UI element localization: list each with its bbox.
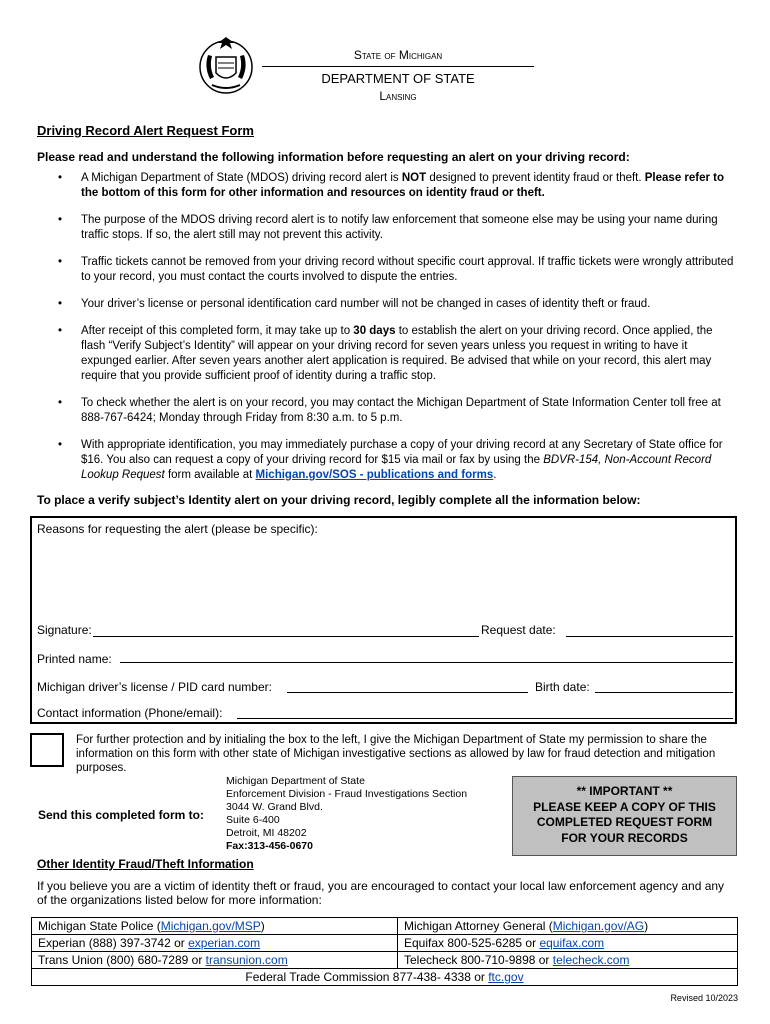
- department-name: DEPARTMENT OF STATE: [321, 71, 475, 86]
- resource-msp: Michigan State Police (Michigan.gov/MSP): [32, 918, 398, 935]
- info-bullet-list: [37, 171, 737, 495]
- michigan-seal-logo: [196, 33, 256, 95]
- initial-checkbox[interactable]: [30, 733, 64, 767]
- form-title: Driving Record Alert Request Form: [37, 123, 254, 138]
- list-item: • Traffic tickets cannot be removed from your driving record without specific court approval. If traffic tickets were wrongly attributed to your record, you must contact the courts involved to dispute the entries.: [37, 255, 737, 285]
- intro-text: Please read and understand the following information before requesting an alert on your driving record:: [37, 150, 630, 164]
- table-row: [32, 935, 738, 952]
- printed-name-label: Printed name:: [37, 652, 112, 666]
- signature-label: Signature:: [37, 623, 92, 637]
- msp-link[interactable]: Michigan.gov/MSP: [160, 919, 261, 933]
- ftc-link[interactable]: ftc.gov: [488, 970, 524, 984]
- resource-transunion: Trans Union (800) 680-7289 or transunion.com: [32, 952, 398, 969]
- mailing-address: Michigan Department of State Enforcement Division - Fraud Investigations Section 3044 W. Grand Blvd. Suite 6-400 Detroit, MI 48202 Fax:313-456-0670: [226, 775, 468, 852]
- instruction-text: To place a verify subject’s Identity alert on your driving record, legibly complete all the information below:: [37, 493, 641, 507]
- contact-field[interactable]: [237, 718, 733, 719]
- list-item: • A Michigan Department of State (MDOS) driving record alert is NOT designed to prevent identity fraud or theft. Please refer to the bottom of this form for other information and resources on identity fraud or theft.: [37, 171, 737, 201]
- list-item: • The purpose of the MDOS driving record alert is to notify law enforcement that someone else may be using your name during traffic stops. If so, the alert still may not prevent this activity.: [37, 213, 737, 243]
- resource-telecheck: Telecheck 800-710-9898 or telecheck.com: [398, 952, 738, 969]
- send-to-label: Send this completed form to:: [38, 808, 205, 822]
- table-row: [32, 952, 738, 969]
- reasons-label: Reasons for requesting the alert (please be specific):: [37, 522, 318, 536]
- printed-name-field[interactable]: [120, 662, 733, 663]
- list-item: • Your driver’s license or personal identification card number will not be changed in cases of identity theft or fraud.: [37, 297, 737, 312]
- ag-link[interactable]: Michigan.gov/AG: [552, 919, 645, 933]
- table-row: [32, 918, 738, 935]
- resource-ftc: Federal Trade Commission 877-438- 4338 or ftc.gov: [32, 969, 738, 986]
- list-item: • To check whether the alert is on your record, you may contact the Michigan Department of State Information Center toll free at 888-767-6424; Monday through Friday from 8:30 a.m. to 5 p.m.: [37, 396, 737, 426]
- other-info-text: If you believe you are a victim of identity theft or fraud, you are encouraged to contact your local law enforcement agency and any of the organizations listed below for more information:: [37, 879, 725, 907]
- list-item: • After receipt of this completed form, it may take up to 30 days to establish the alert on your driving record. Once applied, the flash “Verify Subject’s Identity” will appear on your driving record for seven years unless you request in writing to have it expunged earlier. After seven years another alert application is required. Be advised that while on your record, this alert may require that you provide sufficient proof of identity during a traffic stop.: [37, 324, 737, 384]
- publications-link[interactable]: Michigan.gov/SOS - publications and forms: [255, 469, 494, 481]
- resource-ag: Michigan Attorney General (Michigan.gov/AG): [398, 918, 738, 935]
- header-divider: [262, 66, 534, 67]
- city-name: Lansing: [379, 89, 417, 103]
- resource-experian: Experian (888) 397-3742 or experian.com: [32, 935, 398, 952]
- revision-date: Revised 10/2023: [670, 993, 738, 1003]
- resources-table: [31, 917, 738, 986]
- experian-link[interactable]: experian.com: [188, 936, 261, 950]
- signature-field[interactable]: [93, 636, 479, 637]
- list-item: • With appropriate identification, you may immediately purchase a copy of your driving record at any Secretary of State office for $16. You also can request a copy of your driving record for $15 via mail or fax by using the BDVR-154, Non-Account Record Lookup Request form available at Michigan.gov/SOS - publications and forms.: [37, 438, 737, 483]
- reasons-field[interactable]: [36, 537, 732, 617]
- request-date-label: Request date:: [481, 623, 556, 637]
- contact-label: Contact information (Phone/email):: [37, 706, 223, 720]
- telecheck-link[interactable]: telecheck.com: [552, 953, 630, 967]
- birth-date-label: Birth date:: [535, 680, 590, 694]
- permission-text: For further protection and by initialing the box to the left, I give the Michigan Department of State my permission to share the information on this form with other state of Michigan investigative sections as allowed by law for fraud detection and mitigation purposes.: [76, 734, 716, 774]
- birth-date-field[interactable]: [595, 692, 733, 693]
- state-name: State of Michigan: [353, 48, 443, 62]
- table-row: [32, 969, 738, 986]
- request-date-field[interactable]: [566, 636, 733, 637]
- transunion-link[interactable]: transunion.com: [205, 953, 288, 967]
- other-info-heading: Other Identity Fraud/Theft Information: [37, 857, 254, 871]
- license-label: Michigan driver’s license / PID card number:: [37, 680, 272, 694]
- resource-equifax: Equifax 800-525-6285 or equifax.com: [398, 935, 738, 952]
- license-field[interactable]: [287, 692, 528, 693]
- important-notice: ** IMPORTANT ** PLEASE KEEP A COPY OF THIS COMPLETED REQUEST FORM FOR YOUR RECORDS: [512, 776, 737, 856]
- equifax-link[interactable]: equifax.com: [539, 936, 605, 950]
